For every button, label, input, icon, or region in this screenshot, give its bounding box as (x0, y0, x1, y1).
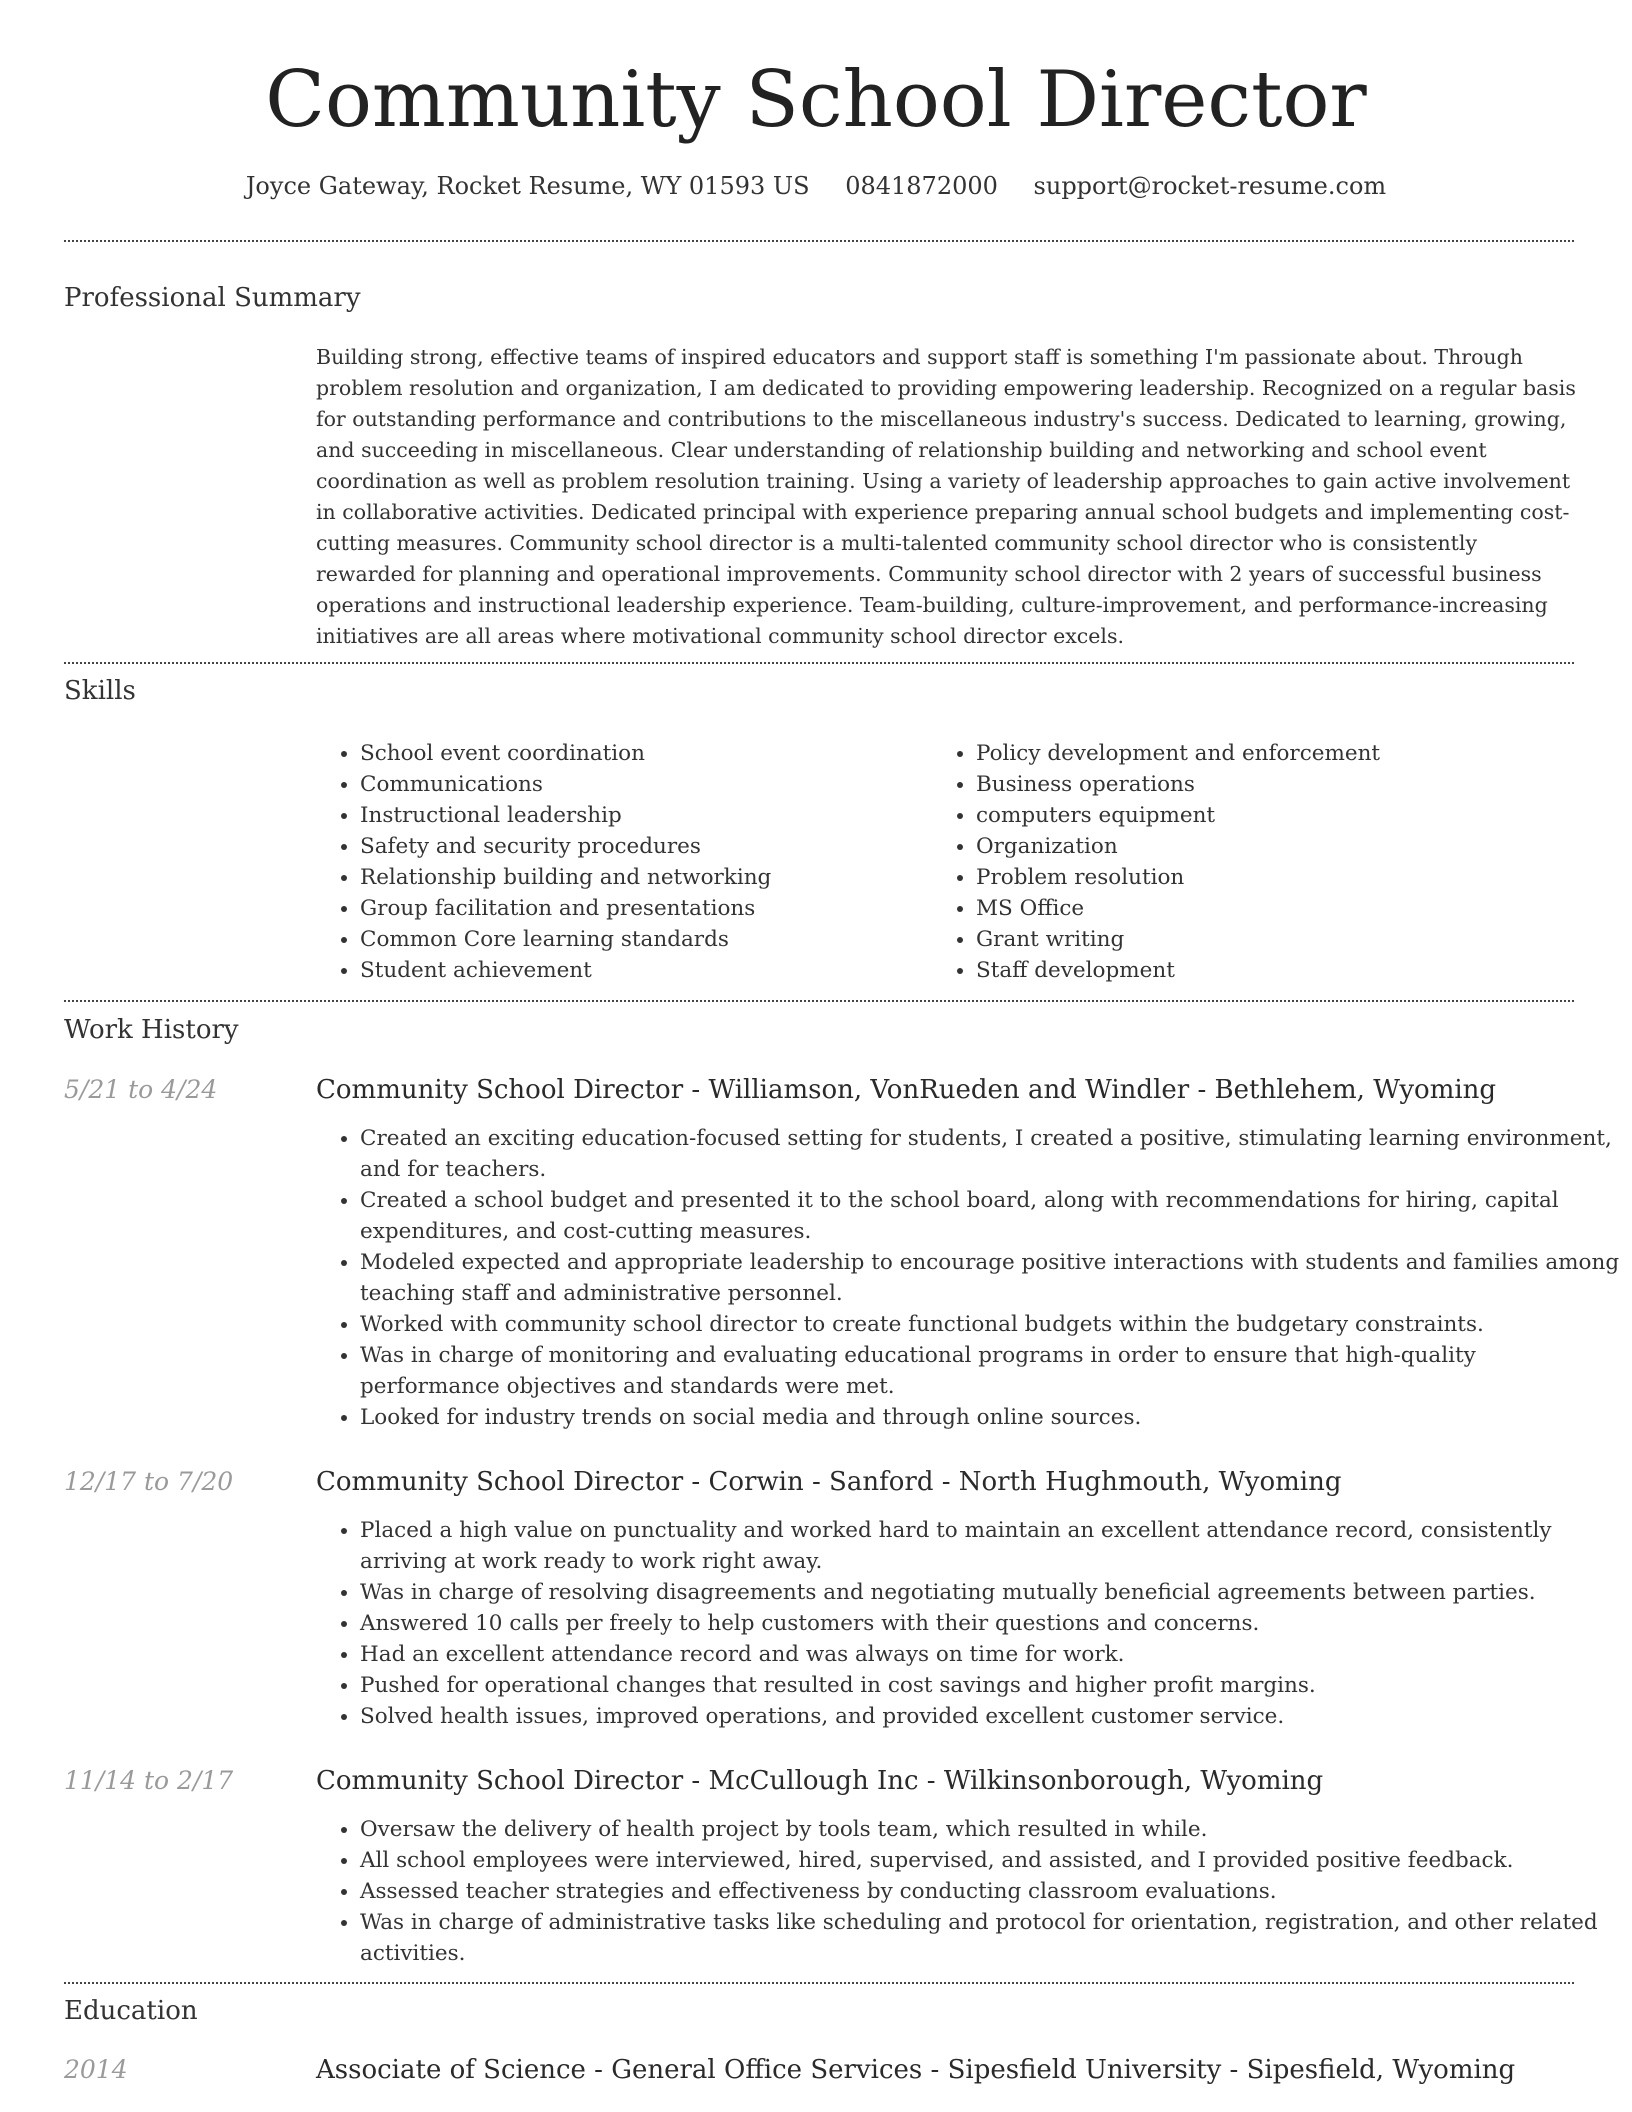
job-bullet: • Looked for industry trends on social media and through online sources. (360, 1402, 1622, 1433)
skill-item: • Organization (976, 831, 1576, 862)
job-date: 11/14 to 2/17 (64, 1766, 234, 1795)
job-bullet: • Worked with community school director to create functional budgets within the budgetary constraints. (360, 1309, 1622, 1340)
skill-item: • Student achievement (360, 955, 920, 986)
job-bullet: • Solved health issues, improved operations, and provided excellent customer service. (360, 1701, 1622, 1732)
job-bullets (316, 1814, 1622, 1969)
skill-item: • Staff development (976, 955, 1576, 986)
job-bullet: • Had an excellent attendance record and was always on time for work. (360, 1639, 1622, 1670)
work-history-heading: Work History (64, 1015, 239, 1045)
job-title: Community School Director - Williamson, VonRueden and Windler - Bethlehem, Wyoming (316, 1075, 1497, 1105)
job-bullet: • Assessed teacher strategies and effectiveness by conducting classroom evaluations. (360, 1876, 1622, 1907)
section-divider (64, 1000, 1574, 1002)
contact-phone: 0841872000 (845, 172, 998, 200)
skill-item: • Instructional leadership (360, 800, 920, 831)
job-bullet: • Pushed for operational changes that resulted in cost savings and higher profit margins. (360, 1670, 1622, 1701)
job-bullet: • Answered 10 calls per freely to help customers with their questions and concerns. (360, 1608, 1622, 1639)
skill-item: • Safety and security procedures (360, 831, 920, 862)
skill-item: • Communications (360, 769, 920, 800)
education-title: Associate of Science - General Office Services - Sipesfield University - Sipesfield, Wyoming (316, 2055, 1516, 2085)
job-title: Community School Director - McCullough Inc - Wilkinsonborough, Wyoming (316, 1766, 1324, 1796)
job-bullets (316, 1123, 1622, 1433)
summary-heading: Professional Summary (64, 283, 361, 313)
skill-item: • Business operations (976, 769, 1576, 800)
contact-line (0, 168, 1632, 204)
job-bullet: • Created a school budget and presented it to the school board, along with recommendations for hiring, capital expenditures, and cost-cutting measures. (360, 1185, 1622, 1247)
education-date: 2014 (64, 2055, 128, 2084)
contact-address: Joyce Gateway, Rocket Resume, WY 01593 US (245, 172, 810, 200)
job-bullet: • All school employees were interviewed, hired, supervised, and assisted, and I provided positive feedback. (360, 1845, 1622, 1876)
skill-item: • Policy development and enforcement (976, 738, 1576, 769)
skill-item: • computers equipment (976, 800, 1576, 831)
job-bullet: • Created an exciting education-focused setting for students, I created a positive, stimulating learning environment, and for teachers. (360, 1123, 1622, 1185)
job-date: 12/17 to 7/20 (64, 1467, 234, 1496)
job-bullet: • Was in charge of resolving disagreements and negotiating mutually beneficial agreements between parties. (360, 1577, 1622, 1608)
skill-item: • Grant writing (976, 924, 1576, 955)
job-date: 5/21 to 4/24 (64, 1075, 218, 1104)
section-divider (64, 240, 1574, 242)
skill-item: • Relationship building and networking (360, 862, 920, 893)
skill-item: • Group facilitation and presentations (360, 893, 920, 924)
section-divider (64, 662, 1574, 664)
skill-item: • Problem resolution (976, 862, 1576, 893)
skill-item: • MS Office (976, 893, 1576, 924)
contact-email: support@rocket-resume.com (1033, 172, 1387, 200)
summary-text: Building strong, effective teams of inspired educators and support staff is something I'm passionate about. Through problem resolution and organization, I am dedicated to providing empowering leadership. Recognized on a regular basis for outstanding performance and contributions to the miscellaneous industry's success. Dedicated to learning, growing, and succeeding in miscellaneous. Clear understanding of relationship building and networking and school event coordination as well as problem resolution training. Using a variety of leadership approaches to gain active involvement in collaborative activities. Dedicated principal with experience preparing annual school budgets and implementing cost-cutting measures. Community school director is a multi-talented community school director who is consistently rewarded for planning and operational improvements. Community school director with 2 years of successful business operations and instructional leadership experience. Team-building, culture-improvement, and performance-increasing initiatives are all areas where motivational community school director excels. (316, 345, 1576, 648)
section-divider (64, 1982, 1574, 1984)
job-bullet: • Modeled expected and appropriate leadership to encourage positive interactions with students and families among teaching staff and administrative personnel. (360, 1247, 1622, 1309)
skills-heading: Skills (64, 676, 136, 706)
skills-list-right (932, 738, 1576, 986)
job-title: Community School Director - Corwin - Sanford - North Hughmouth, Wyoming (316, 1467, 1342, 1497)
job-bullet: • Was in charge of administrative tasks like scheduling and protocol for orientation, registration, and other related activities. (360, 1907, 1622, 1969)
skills-list-left (316, 738, 920, 986)
skill-item: • Common Core learning standards (360, 924, 920, 955)
job-bullet: • Was in charge of monitoring and evaluating educational programs in order to ensure that high-quality performance objectives and standards were met. (360, 1340, 1622, 1402)
job-bullet: • Oversaw the delivery of health project by tools team, which resulted in while. (360, 1814, 1622, 1845)
job-bullets (316, 1515, 1622, 1732)
skill-item: • School event coordination (360, 738, 920, 769)
job-bullet: • Placed a high value on punctuality and worked hard to maintain an excellent attendance record, consistently arriving at work ready to work right away. (360, 1515, 1622, 1577)
candidate-name: Community School Director (265, 55, 1367, 145)
education-heading: Education (64, 1996, 198, 2026)
